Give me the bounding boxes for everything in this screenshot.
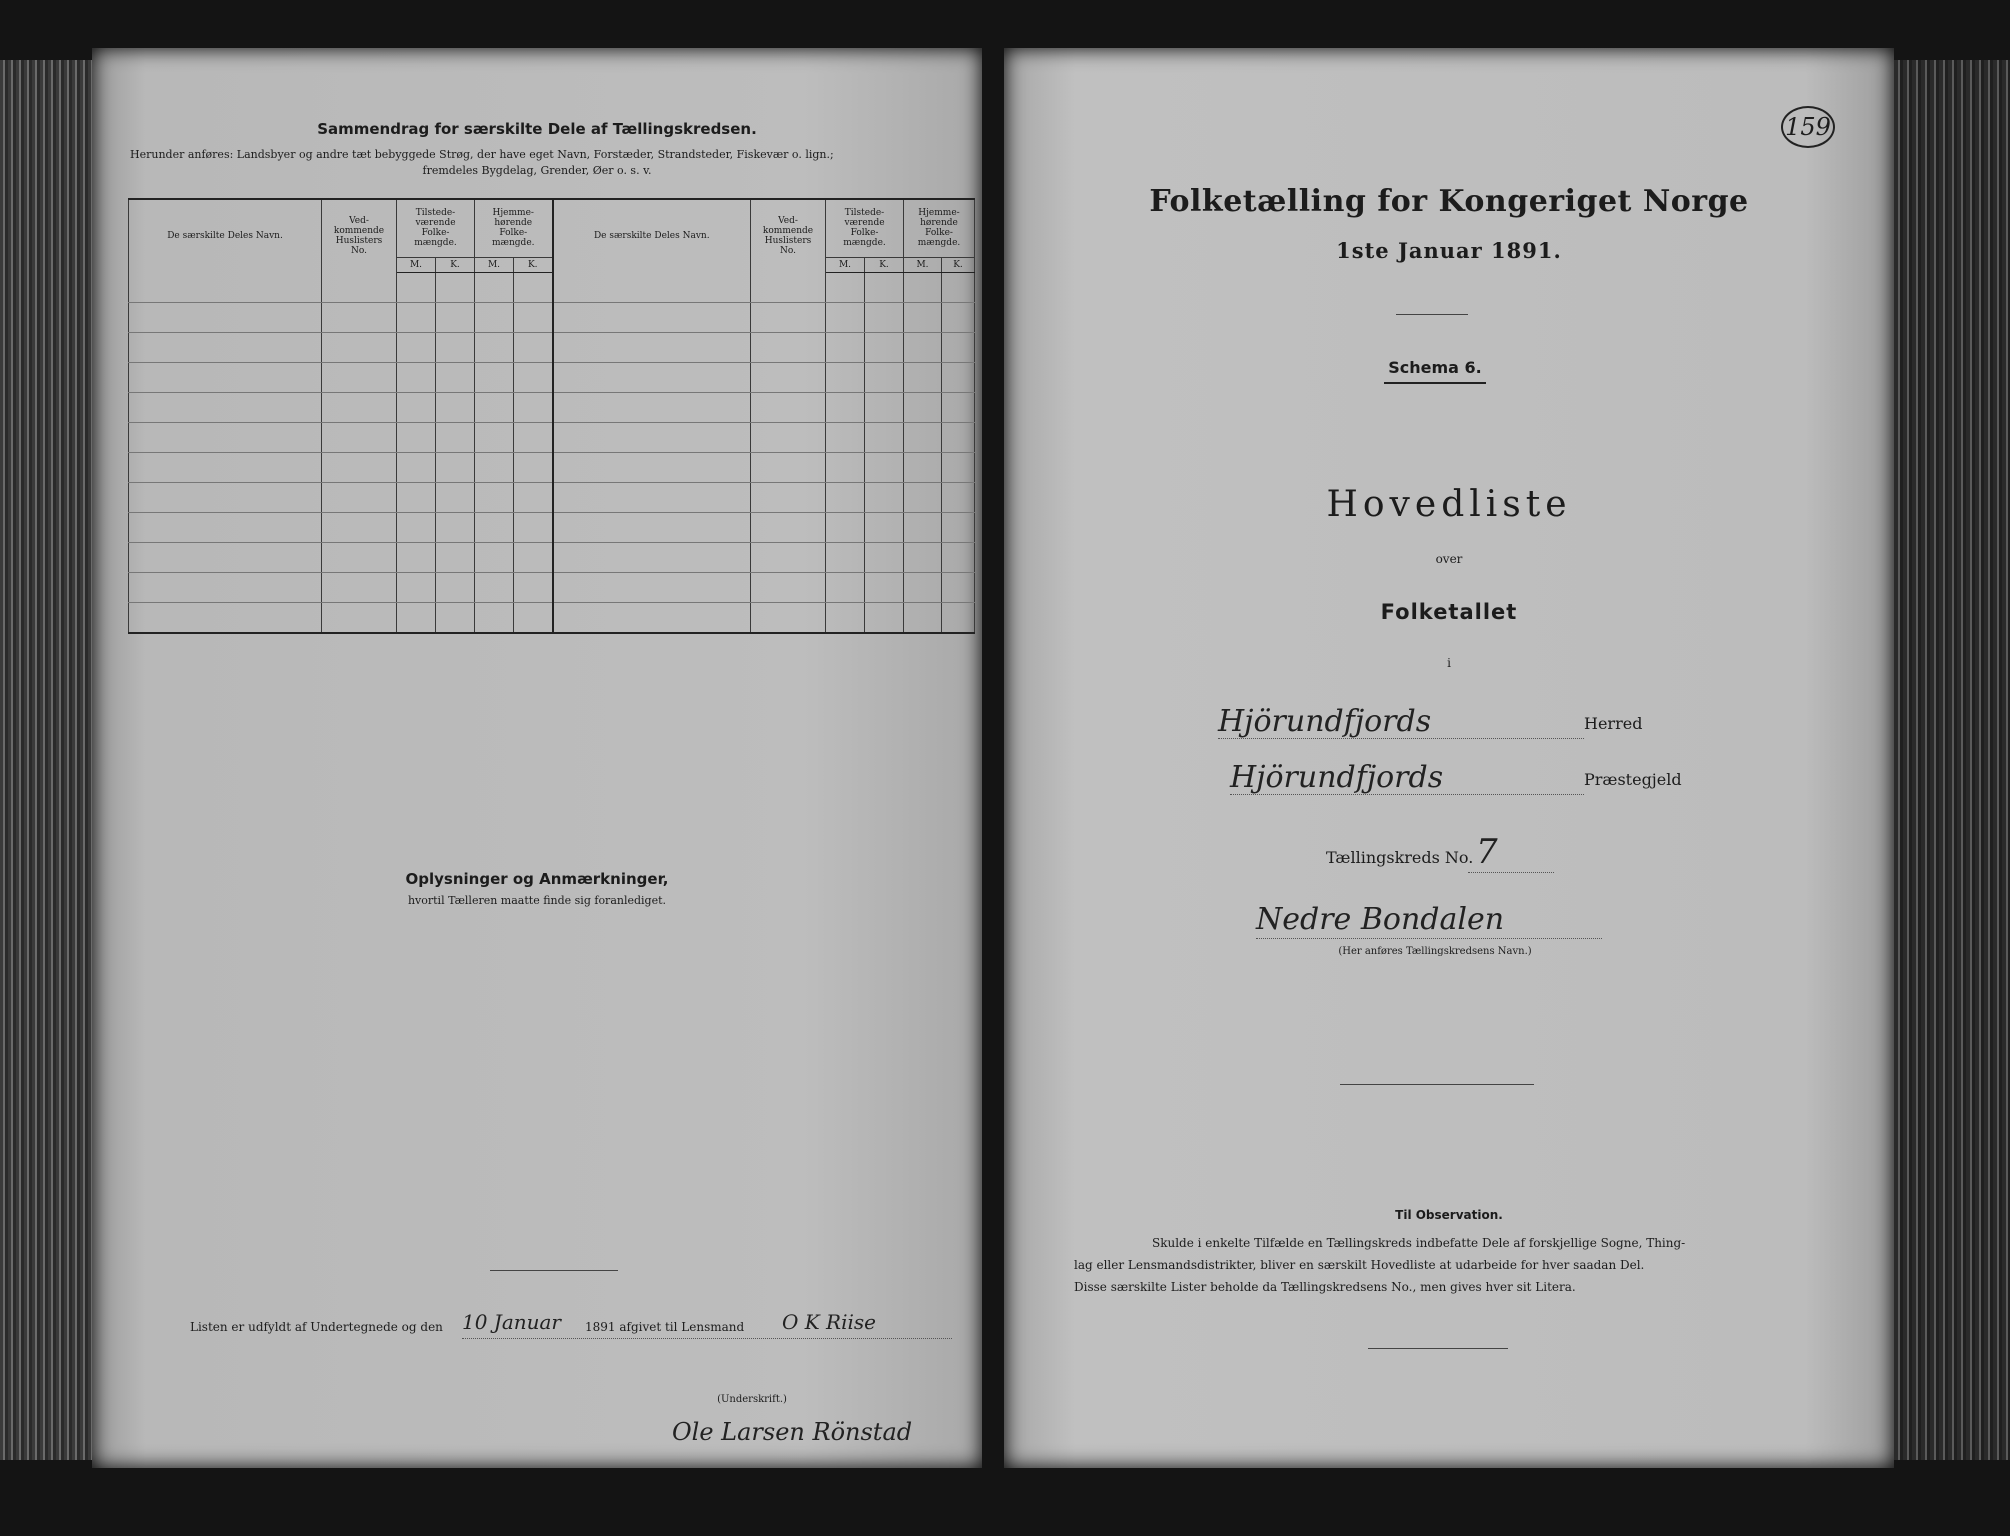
- sub-k: K.: [436, 257, 475, 272]
- table-cell: [436, 572, 475, 602]
- table-cell: [475, 422, 514, 452]
- page-edge-left: [0, 60, 92, 1460]
- col-header-hjem: Hjemme- hørende Folke- mængde.: [475, 199, 553, 257]
- col-header-tilst: Tilstede- værende Folke- mængde.: [397, 199, 475, 257]
- table-cell: [322, 572, 397, 602]
- table-cell: [942, 602, 975, 633]
- table-cell: [322, 422, 397, 452]
- summary-table: [128, 198, 975, 634]
- sub-k: K.: [514, 257, 553, 272]
- table-cell: [865, 272, 904, 302]
- page-edge-right: [1894, 60, 2010, 1460]
- table-cell: [514, 332, 553, 362]
- table-cell: [942, 482, 975, 512]
- table-cell: [514, 602, 553, 633]
- table-cell: [436, 422, 475, 452]
- table-cell: [826, 452, 865, 482]
- divider: [1368, 1348, 1508, 1349]
- signoff-lensmand: O K Riise: [782, 1310, 877, 1334]
- table-cell: [553, 602, 751, 633]
- table-cell: [514, 542, 553, 572]
- table-row: [129, 332, 975, 362]
- table-cell: [751, 572, 826, 602]
- table-cell: [397, 302, 436, 332]
- table-cell: [397, 542, 436, 572]
- table-cell: [129, 392, 322, 422]
- table-cell: [751, 542, 826, 572]
- table-cell: [904, 392, 942, 422]
- table-cell: [514, 302, 553, 332]
- table-row: [129, 602, 975, 633]
- table-cell: [475, 332, 514, 362]
- summary-intro-line2: fremdeles Bygdelag, Grender, Øer o. s. v.: [422, 164, 652, 177]
- table-cell: [751, 452, 826, 482]
- table-cell: [904, 572, 942, 602]
- table-cell: [904, 542, 942, 572]
- table-cell: [904, 512, 942, 542]
- table-cell: [553, 452, 751, 482]
- table-cell: [397, 572, 436, 602]
- remarks-subtitle: hvortil Tælleren maatte finde sig foranlediget.: [407, 894, 667, 907]
- table-cell: [826, 392, 865, 422]
- table-cell: [904, 362, 942, 392]
- table-cell: [322, 332, 397, 362]
- table-cell: [436, 482, 475, 512]
- table-cell: [129, 272, 322, 302]
- signoff-prefix: Listen er udfyldt af Undertegnede og den: [190, 1320, 443, 1334]
- table-cell: [129, 302, 322, 332]
- table-cell: [751, 272, 826, 302]
- sub-k: K.: [942, 257, 975, 272]
- table-row: [129, 392, 975, 422]
- table-cell: [475, 542, 514, 572]
- table-cell: [397, 452, 436, 482]
- page-number: 159: [1781, 106, 1835, 148]
- table-cell: [826, 542, 865, 572]
- table-cell: [129, 572, 322, 602]
- table-cell: [751, 482, 826, 512]
- kreds-name-line: [1256, 938, 1602, 939]
- table-cell: [397, 332, 436, 362]
- sub-m: M.: [904, 257, 942, 272]
- table-cell: [942, 392, 975, 422]
- underskrift-label: (Underskrift.): [717, 1394, 787, 1405]
- table-cell: [475, 452, 514, 482]
- table-cell: [397, 512, 436, 542]
- herred-line: [1218, 738, 1584, 739]
- table-cell: [436, 272, 475, 302]
- table-cell: [826, 302, 865, 332]
- col-header-tilst-2: Tilstede- værende Folke- mængde.: [826, 199, 904, 257]
- divider: [490, 1270, 618, 1271]
- table-cell: [475, 302, 514, 332]
- table-row: [129, 512, 975, 542]
- sub-m: M.: [397, 257, 436, 272]
- table-cell: [942, 332, 975, 362]
- kreds-number: 7: [1476, 832, 1498, 872]
- hovedliste-title: Hovedliste: [1326, 484, 1572, 525]
- praestegjeld-value: Hjörundfjords: [1230, 760, 1444, 795]
- table-cell: [826, 422, 865, 452]
- signoff-date: 10 Januar: [462, 1310, 561, 1334]
- kreds-name: Nedre Bondalen: [1256, 902, 1505, 937]
- table-cell: [751, 302, 826, 332]
- signoff-year: 1891 afgivet til Lensmand: [585, 1320, 745, 1334]
- table-cell: [865, 362, 904, 392]
- table-cell: [942, 542, 975, 572]
- col-header-husl-2: Ved- kommende Huslisters No.: [751, 199, 826, 272]
- table-cell: [129, 512, 322, 542]
- table-cell: [865, 452, 904, 482]
- observation-title: Til Observation.: [1395, 1208, 1503, 1222]
- observation-line3: Disse særskilte Lister beholde da Tællingskredsens No., men gives hver sit Litera.: [1074, 1280, 1576, 1294]
- table-cell: [475, 272, 514, 302]
- table-cell: [904, 452, 942, 482]
- table-cell: [322, 512, 397, 542]
- table-cell: [322, 452, 397, 482]
- table-cell: [475, 362, 514, 392]
- table-cell: [751, 602, 826, 633]
- schema-underline: [1384, 382, 1486, 384]
- signature: Ole Larsen Rönstad: [672, 1418, 913, 1446]
- table-cell: [553, 302, 751, 332]
- table-row: [129, 362, 975, 392]
- kreds-line: [1468, 872, 1554, 873]
- table-row: [129, 272, 975, 302]
- divider: [1340, 1084, 1534, 1085]
- summary-intro-line1: Herunder anføres: Landsbyer og andre tæt bebyggede Strøg, der have eget Navn, Forstæder, Strandsteder, Fiskevær o. lign.;: [130, 148, 834, 161]
- table-cell: [436, 602, 475, 633]
- table-cell: [397, 392, 436, 422]
- table-cell: [129, 422, 322, 452]
- table-cell: [514, 512, 553, 542]
- praestegjeld-label: Præstegjeld: [1584, 770, 1682, 789]
- table-cell: [514, 362, 553, 392]
- table-cell: [397, 362, 436, 392]
- table-row: [129, 572, 975, 602]
- table-cell: [826, 332, 865, 362]
- table-cell: [436, 302, 475, 332]
- table-cell: [553, 572, 751, 602]
- observation-line2: lag eller Lensmandsdistrikter, bliver en særskilt Hovedliste at udarbeide for hver saadan Del.: [1074, 1258, 1645, 1272]
- signoff-line: [462, 1338, 952, 1339]
- table-cell: [553, 362, 751, 392]
- table-cell: [514, 572, 553, 602]
- table-cell: [942, 422, 975, 452]
- table-row: [129, 482, 975, 512]
- table-cell: [904, 272, 942, 302]
- table-cell: [865, 332, 904, 362]
- table-row: [129, 452, 975, 482]
- table-cell: [129, 482, 322, 512]
- table-cell: [904, 332, 942, 362]
- table-cell: [514, 482, 553, 512]
- table-cell: [322, 302, 397, 332]
- table-cell: [129, 452, 322, 482]
- table-cell: [865, 542, 904, 572]
- table-cell: [904, 482, 942, 512]
- table-row: [129, 302, 975, 332]
- table-cell: [826, 572, 865, 602]
- col-header-hjem-2: Hjemme- hørende Folke- mængde.: [904, 199, 975, 257]
- table-cell: [322, 272, 397, 302]
- table-cell: [942, 452, 975, 482]
- sub-m: M.: [475, 257, 514, 272]
- table-cell: [865, 422, 904, 452]
- table-row: [129, 422, 975, 452]
- col-header-name: De særskilte Deles Navn.: [129, 199, 322, 272]
- table-cell: [865, 482, 904, 512]
- observation-line1: Skulde i enkelte Tilfælde en Tællingskreds indbefatte Dele af forskjellige Sogne, Thing-: [1152, 1236, 1686, 1250]
- table-cell: [475, 482, 514, 512]
- table-cell: [436, 542, 475, 572]
- col-header-husl: Ved- kommende Huslisters No.: [322, 199, 397, 272]
- folketallet-label: Folketallet: [1380, 600, 1518, 624]
- table-cell: [751, 392, 826, 422]
- table-cell: [475, 392, 514, 422]
- table-cell: [553, 512, 751, 542]
- schema-label: Schema 6.: [1388, 358, 1482, 377]
- table-cell: [436, 512, 475, 542]
- table-cell: [514, 272, 553, 302]
- kreds-label: Tællingskreds No.: [1326, 848, 1474, 867]
- census-date: 1ste Januar 1891.: [1336, 238, 1562, 263]
- table-cell: [322, 482, 397, 512]
- census-title: Folketælling for Kongeriget Norge: [1149, 184, 1749, 219]
- table-cell: [865, 602, 904, 633]
- table-cell: [129, 602, 322, 633]
- table-cell: [436, 392, 475, 422]
- table-row: [129, 542, 975, 572]
- i-label: i: [1447, 656, 1451, 670]
- table-cell: [751, 512, 826, 542]
- summary-title: Sammendrag for særskilte Dele af Tællingskredsen.: [317, 120, 757, 138]
- table-cell: [436, 362, 475, 392]
- table-cell: [322, 362, 397, 392]
- table-cell: [514, 452, 553, 482]
- table-cell: [397, 602, 436, 633]
- table-cell: [942, 512, 975, 542]
- table-cell: [751, 422, 826, 452]
- left-page: [92, 48, 982, 1468]
- table-cell: [553, 542, 751, 572]
- table-cell: [942, 362, 975, 392]
- praestegjeld-line: [1230, 794, 1584, 795]
- table-cell: [553, 272, 751, 302]
- sub-m: M.: [826, 257, 865, 272]
- table-cell: [751, 332, 826, 362]
- remarks-title: Oplysninger og Anmærkninger,: [405, 870, 669, 888]
- table-cell: [826, 602, 865, 633]
- table-cell: [475, 572, 514, 602]
- table-cell: [514, 422, 553, 452]
- table-cell: [826, 362, 865, 392]
- col-header-name-2: De særskilte Deles Navn.: [553, 199, 751, 272]
- table-cell: [553, 392, 751, 422]
- table-cell: [904, 302, 942, 332]
- table-cell: [129, 332, 322, 362]
- herred-label: Herred: [1584, 714, 1643, 733]
- table-cell: [826, 272, 865, 302]
- table-cell: [475, 602, 514, 633]
- table-cell: [129, 362, 322, 392]
- table-cell: [826, 512, 865, 542]
- table-cell: [322, 392, 397, 422]
- table-cell: [904, 602, 942, 633]
- table-cell: [397, 272, 436, 302]
- table-cell: [514, 392, 553, 422]
- sub-k: K.: [865, 257, 904, 272]
- table-cell: [322, 602, 397, 633]
- over-label: over: [1435, 552, 1463, 566]
- table-cell: [942, 572, 975, 602]
- table-cell: [904, 422, 942, 452]
- table-cell: [553, 332, 751, 362]
- herred-value: Hjörundfjords: [1218, 704, 1432, 739]
- table-cell: [865, 512, 904, 542]
- table-cell: [397, 482, 436, 512]
- table-cell: [129, 542, 322, 572]
- table-cell: [475, 512, 514, 542]
- table-cell: [826, 482, 865, 512]
- table-cell: [865, 302, 904, 332]
- table-cell: [942, 272, 975, 302]
- table-cell: [436, 452, 475, 482]
- table-cell: [751, 362, 826, 392]
- table-cell: [865, 572, 904, 602]
- divider: [1396, 314, 1468, 315]
- table-cell: [397, 422, 436, 452]
- table-cell: [553, 482, 751, 512]
- table-cell: [553, 422, 751, 452]
- table-cell: [322, 542, 397, 572]
- table-cell: [436, 332, 475, 362]
- table-cell: [942, 302, 975, 332]
- kreds-name-note: (Her anføres Tællingskredsens Navn.): [1338, 946, 1532, 957]
- table-cell: [865, 392, 904, 422]
